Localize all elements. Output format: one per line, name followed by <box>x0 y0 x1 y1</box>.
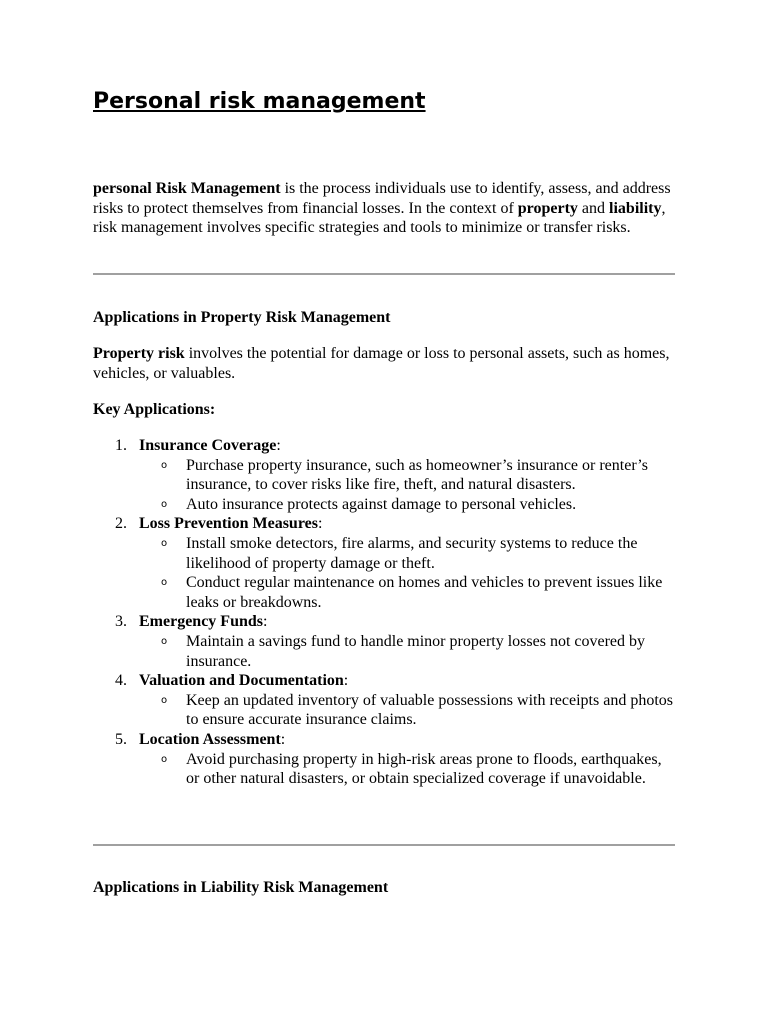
divider-1 <box>93 273 675 275</box>
list-item <box>0 671 768 730</box>
list-item-heading <box>139 671 768 691</box>
bullet-icon: o <box>161 694 168 706</box>
list-item-number: 4. <box>115 672 127 690</box>
property-text: involves the potential for damage or loss to personal assets, such as homes, vehicles, or valuables. <box>93 345 670 382</box>
sub-list-item-text: Install smoke detectors, fire alarms, and security systems to reduce the likelihood of property damage or theft. <box>186 534 638 572</box>
list-item-title: Valuation and Documentation <box>139 672 344 690</box>
list-item-colon: : <box>276 437 281 454</box>
list-item-heading <box>139 730 768 750</box>
intro-paragraph <box>93 179 683 238</box>
intro-text-2: , risk management involves specific strategies and tools to minimize or transfer risks. <box>93 199 666 237</box>
bullet-icon: o <box>161 577 168 589</box>
bullet-icon: o <box>161 753 168 765</box>
list-item <box>0 436 768 514</box>
bullet-icon: o <box>161 537 168 549</box>
property-term: Property risk <box>93 345 185 362</box>
sub-list-item <box>161 495 676 515</box>
section-heading-property: Applications in Property Risk Management <box>93 309 391 326</box>
list-item <box>0 514 768 612</box>
list-item-colon: : <box>343 672 349 690</box>
list-item-colon: : <box>317 515 323 533</box>
sub-list-item <box>161 456 676 495</box>
sub-list-item-text: Conduct regular maintenance on homes and vehicles to prevent issues like leaks or breakdowns. <box>186 574 663 611</box>
bullet-icon: o <box>161 635 168 647</box>
applications-list <box>0 436 768 789</box>
list-item-number: 3. <box>115 613 127 631</box>
list-item-title: Insurance Coverage <box>139 437 277 454</box>
intro-term: personal Risk Management <box>93 180 281 197</box>
list-item-heading <box>139 514 768 534</box>
divider-2 <box>93 844 675 846</box>
list-item-number: 2. <box>115 515 127 533</box>
bullet-icon: o <box>161 459 168 471</box>
key-applications-heading: Key Applications: <box>93 401 216 418</box>
property-paragraph <box>93 344 683 383</box>
list-item <box>0 612 768 671</box>
sub-list-item-text: Maintain a savings fund to handle minor property losses not covered by insurance. <box>186 632 646 670</box>
page-title: Personal risk management <box>93 89 426 114</box>
intro-liability: liability <box>609 199 662 217</box>
sub-list-item-text: Avoid purchasing property in high-risk areas prone to floods, earthquakes, or other natural disasters, or obtain specialized coverage if unavoidable. <box>186 750 662 788</box>
list-item-title: Emergency Funds <box>139 613 263 631</box>
list-item-title: Location Assessment <box>139 730 281 748</box>
list-item-colon: : <box>280 730 286 748</box>
intro-and: and <box>577 199 610 217</box>
sub-list-item-text: Keep an updated inventory of valuable possessions with receipts and photos to ensure accurate insurance claims. <box>186 691 673 729</box>
sub-list-item-text: Auto insurance protects against damage to personal vehicles. <box>186 495 577 513</box>
sub-list-item-text: Purchase property insurance, such as homeowner’s insurance or renter’s insurance, to cover risks like fire, theft, and natural disasters. <box>186 456 648 494</box>
section-heading-liability: Applications in Liability Risk Management <box>93 879 389 896</box>
sub-list-item <box>161 534 676 573</box>
list-item-number: 1. <box>115 437 127 454</box>
list-item <box>0 730 768 789</box>
list-item-colon: : <box>263 613 268 631</box>
list-item-number: 5. <box>115 730 127 748</box>
sub-list-item <box>161 632 676 671</box>
sub-list-item <box>161 691 676 730</box>
sub-list-item <box>161 573 676 612</box>
sub-list-item <box>161 750 676 789</box>
list-item-heading <box>139 612 768 632</box>
intro-property: property <box>517 199 578 217</box>
list-item-title: Loss Prevention Measures <box>139 515 318 533</box>
intro-text-1: is the process individuals use to identify, assess, and address risks to protect themselves from financial losses. In the context of <box>93 180 671 217</box>
list-item-heading <box>139 436 768 456</box>
bullet-icon: o <box>161 498 168 510</box>
